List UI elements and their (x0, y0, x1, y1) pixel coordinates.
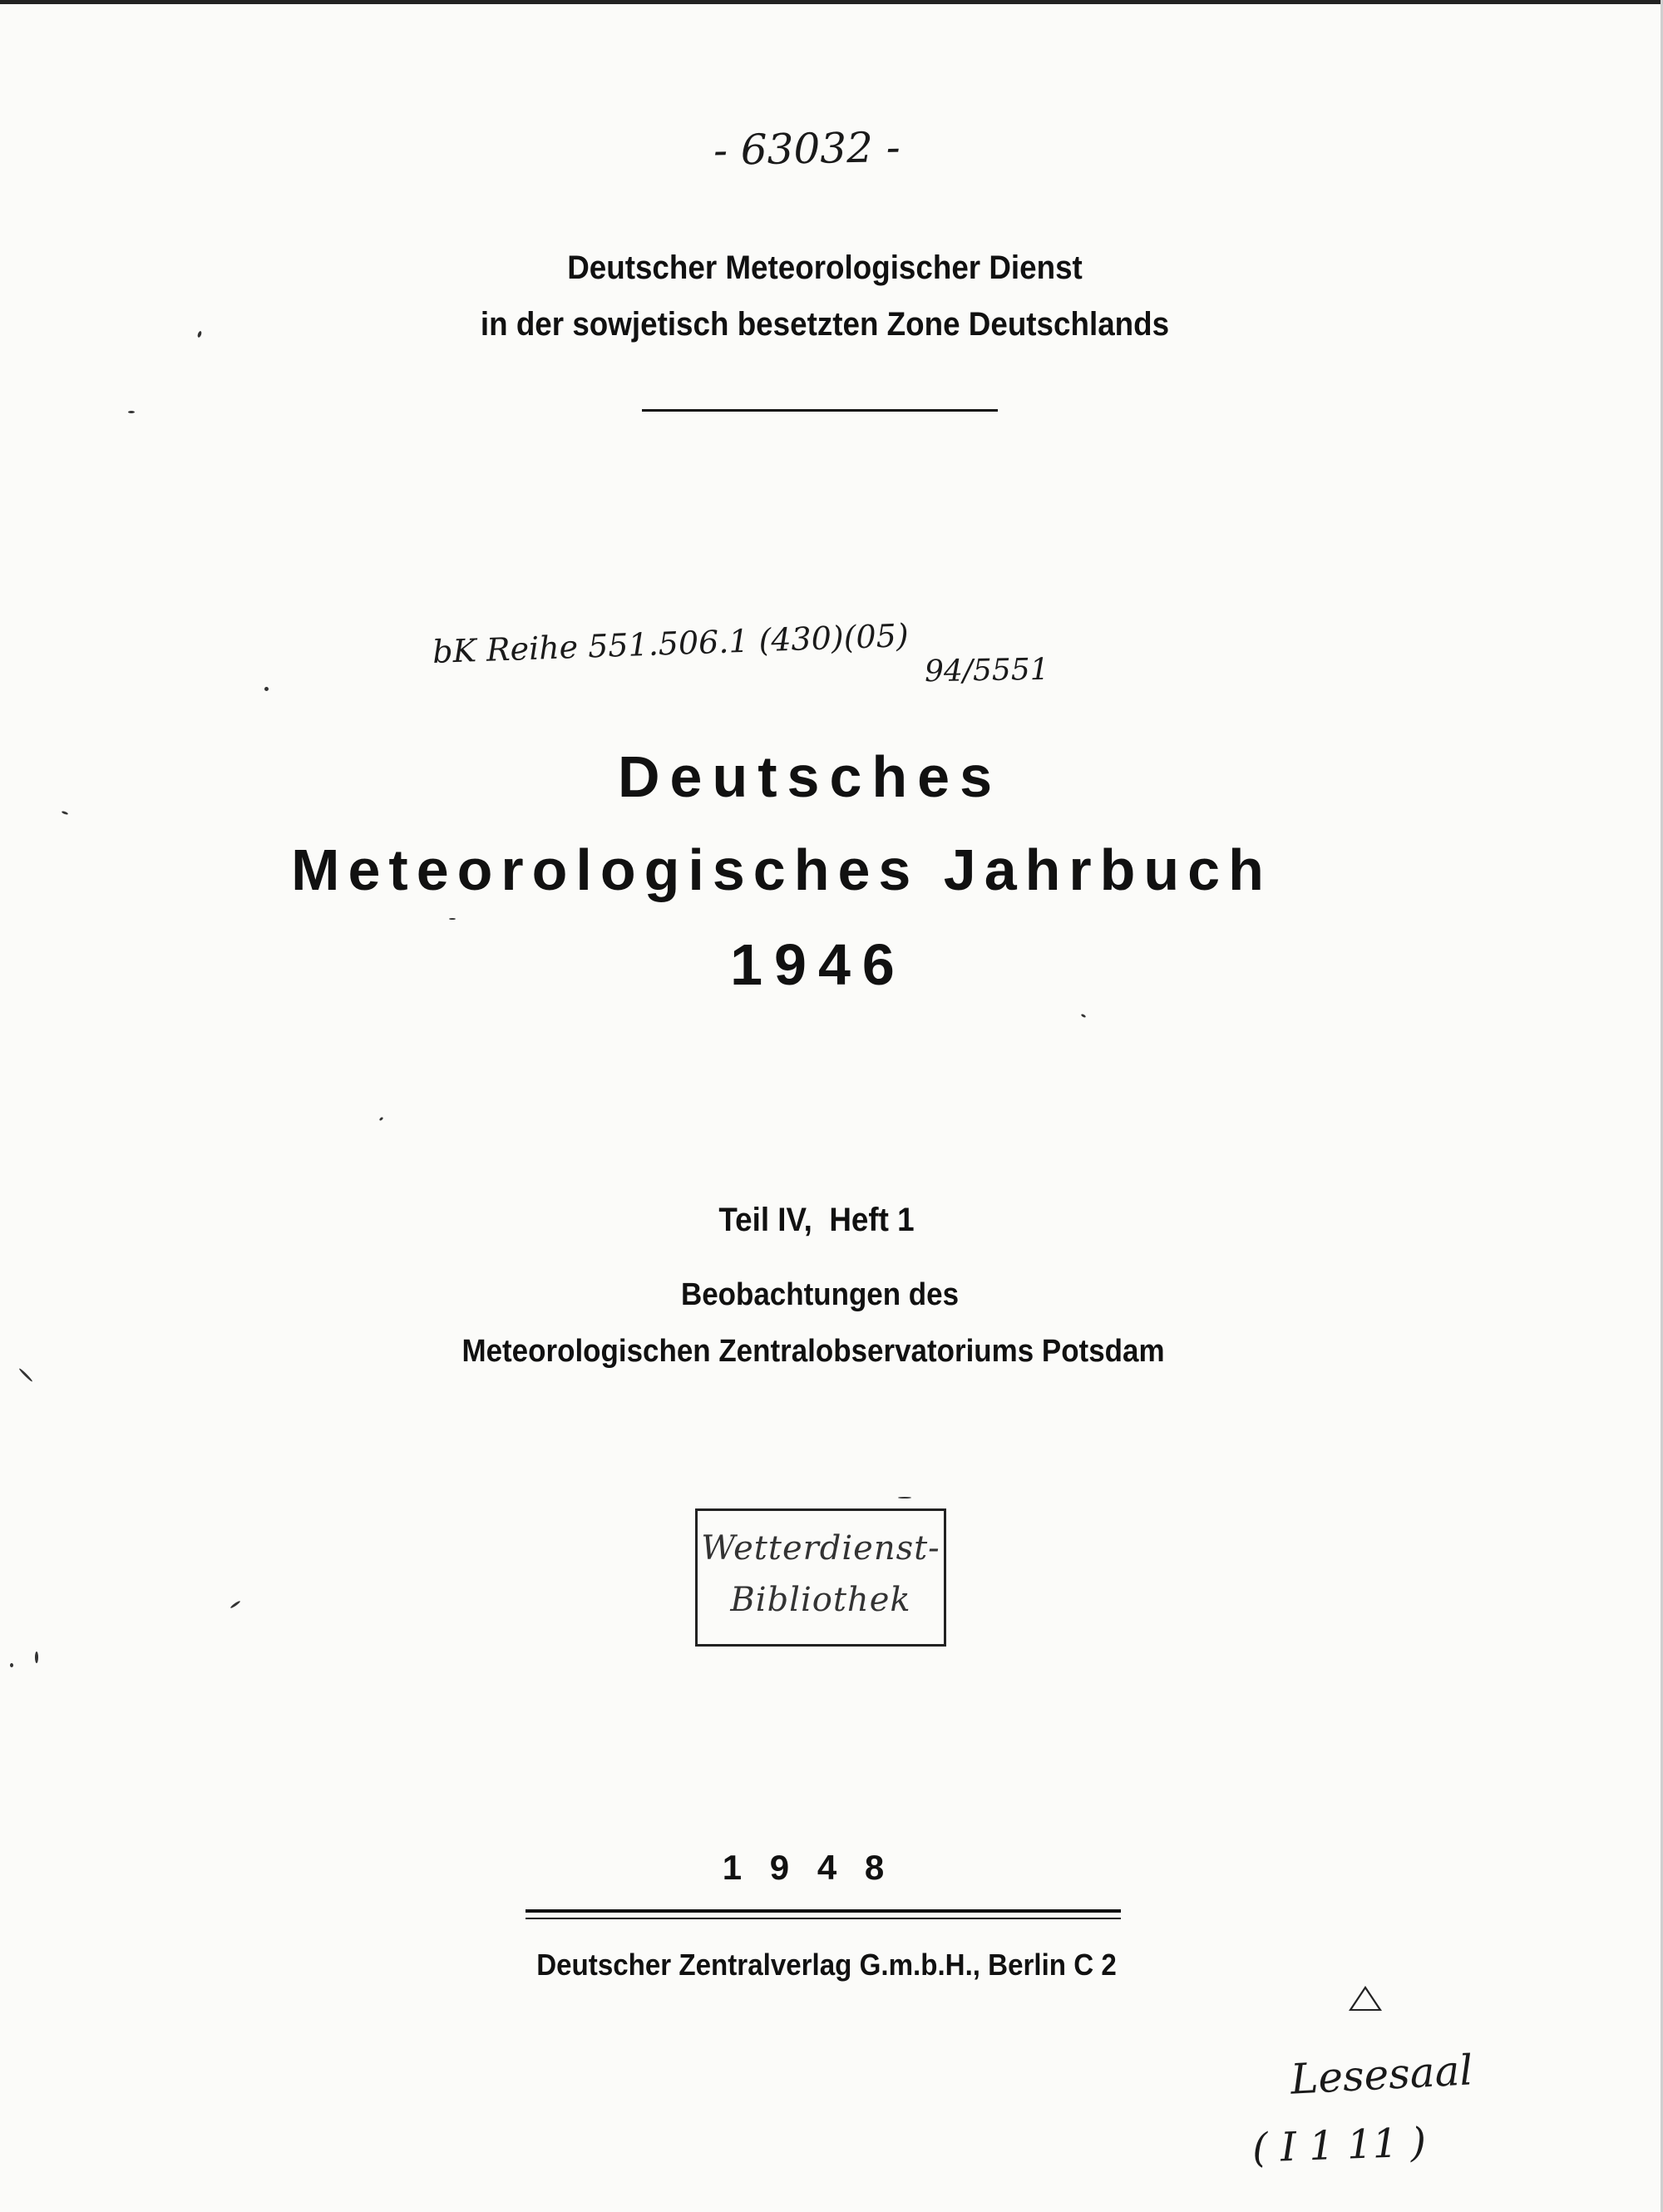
part-description-line-1: Beobachtungen des (680, 1277, 960, 1312)
part-description-line-2: Meteorologischen Zentralobservatoriums Potsdam (461, 1334, 1165, 1369)
handwritten-accession-number: - 63032 - (713, 123, 901, 175)
scan-speck (18, 1368, 33, 1383)
issuer-line-2: in der sowjetisch besetzten Zone Deutschlands (480, 306, 1170, 343)
publisher-rule-top (526, 1909, 1121, 1913)
library-stamp (695, 1508, 946, 1647)
scan-speck (898, 1497, 911, 1499)
scan-speck (264, 687, 269, 691)
scan-speck (449, 918, 456, 920)
title-line-2: Meteorologisches Jahrbuch (291, 837, 1272, 902)
scan-speck (10, 1663, 13, 1667)
scan-speck (35, 1652, 38, 1663)
part-label: Teil IV, Heft 1 (718, 1202, 915, 1238)
title-line-3: 1946 (730, 932, 906, 997)
issuer-divider (642, 409, 998, 412)
title-line-1: Deutsches (617, 744, 1003, 809)
handwritten-shelfmark: 94/5551 (924, 652, 1049, 689)
issuer-line-1: Deutscher Meteorologischer Dienst (567, 249, 1083, 286)
publisher: Deutscher Zentralverlag G.m.b.H., Berlin C 2 (536, 1948, 1117, 1982)
scan-speck (62, 811, 69, 816)
stamp-line-1: Wetterdienst- (701, 1529, 940, 1568)
scan-speck (379, 1117, 384, 1122)
handwritten-classification: bK Reihe 551.506.1 (430)(05) (432, 617, 910, 670)
scan-speck (1081, 1014, 1087, 1019)
scan-speck (229, 1600, 240, 1608)
publisher-rule-bottom (526, 1918, 1121, 1919)
scan-edge-top (0, 0, 1663, 4)
stamp-line-2: Bibliothek (730, 1581, 911, 1619)
scan-speck (128, 411, 135, 413)
publication-year: 1 9 4 8 (722, 1848, 885, 1887)
triangle-mark-icon (1349, 1986, 1382, 2011)
handwritten-reading-room-code: ( I 1 11 ) (1251, 2119, 1427, 2172)
handwritten-reading-room-note: Lesesaal (1289, 2046, 1474, 2104)
